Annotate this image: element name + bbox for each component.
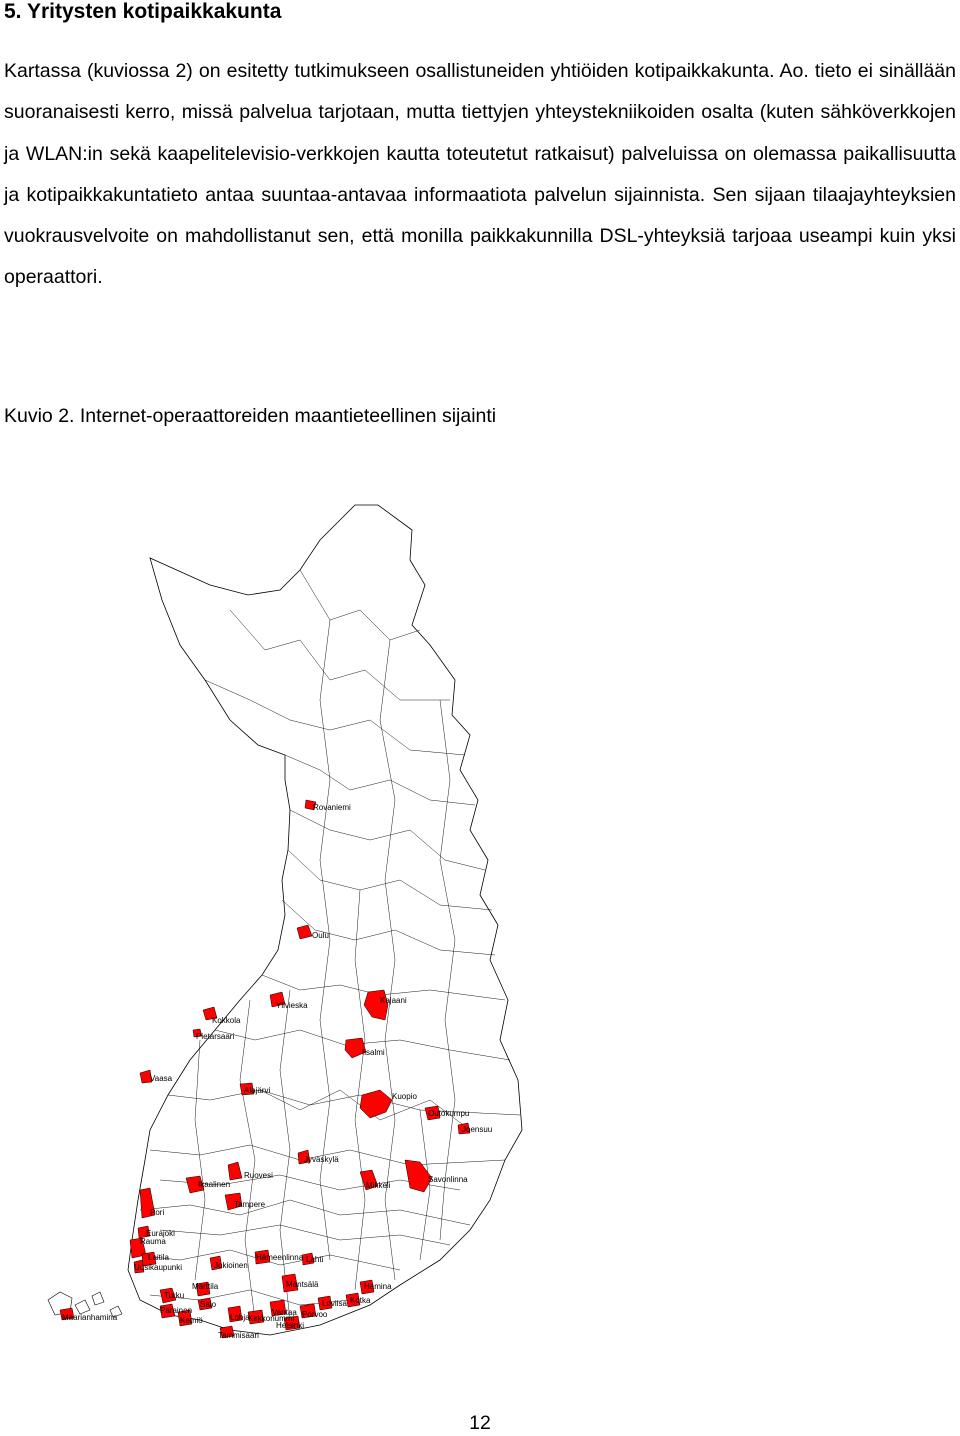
label-iisalmi: Iisalmi [362,1048,385,1057]
label-turku: Turku [164,1291,185,1300]
label-kuopio: Kuopio [392,1092,417,1101]
label-kajaani: Kajaani [380,996,407,1005]
label-laitila: Laitila [148,1253,169,1262]
label-uusikaupunki: Uusikaupunki [134,1263,183,1272]
label-kirkkonummi: Kirkkonummi [248,1314,295,1323]
label-kokkola: Kokkola [212,1016,241,1025]
label-salo: Salo [200,1300,217,1309]
label-joensuu: Joensuu [462,1125,493,1134]
label-lahti: Lahti [306,1255,324,1264]
label-eurajoki: Eurajoki [146,1229,175,1238]
finland-municipality-map [40,500,530,1360]
label-jyvaskyla: Jyväskylä [304,1155,339,1164]
label-rauma: Rauma [140,1237,166,1246]
label-pori: Pori [150,1208,165,1217]
label-ruovesi: Ruovesi [244,1171,273,1180]
section-heading: 5. Yritysten kotipaikkakunta [4,0,282,23]
label-loviisa: Loviisa [322,1299,347,1308]
label-mantsala: Mäntsälä [286,1280,319,1289]
label-ylivieska: Ylivieska [276,1001,308,1010]
label-lohja: Lohja [230,1313,250,1322]
label-ikaalinen: Ikaalinen [198,1180,231,1189]
label-marttila: Marttila [192,1282,219,1291]
label-mikkeli: Mikkeli [366,1181,391,1190]
label-tampere: Tampere [234,1200,266,1209]
page-number: 12 [469,1412,491,1434]
label-parainen: Parainen [160,1306,193,1315]
label-porvoo: Porvoo [302,1310,328,1319]
body-paragraph: Kartassa (kuviossa 2) on esitetty tutkimukseen osallistuneiden yhtiöiden kotipaikkakunta. Ao. tieto ei sinällään suoranaisesti kerro, missä palvelua tarjotaan, mutta tiettyjen yhteystekniikoiden osalta (kuten sähköverkkojen ja WLAN:in sekä kaapelitelevisio-verkkojen kautta toteutetut ratkaisut) palveluissa on olemassa paikallisuutta ja kotipaikkakuntatieto antaa suuntaa-antavaa informaatiota palvelun sijainnista. Sen sijaan tilaajayhteyksien vuokrausvelvoite on mahdollistanut sen, että monilla paikkakunnilla DSL-yhteyksiä tarjoaa useampi kuin yksi operaattori. [4,60,956,289]
label-alajarvi: Alajärvi [244,1086,271,1095]
label-hamina: Hamina [364,1282,392,1291]
label-jokioinen: Jokioinen [214,1261,248,1270]
label-kemio: Kemiö [180,1316,203,1325]
label-helsinki: Helsinki [276,1321,305,1330]
label-maarianhamina: Maarianhamina [62,1313,118,1322]
label-vantaa: Vantaa [272,1308,297,1317]
label-oulu: Oulu [312,931,329,940]
label-kotka: Kotka [350,1296,371,1305]
label-rovaniemi: Rovaniemi [313,803,351,812]
label-outokumpu: Outokumpu [428,1109,470,1118]
figure-caption: Kuvio 2. Internet-operaattoreiden maantieteellinen sijainti [4,405,497,427]
label-savonlinna: Savonlinna [428,1175,468,1184]
label-hameenlinna: Hämeenlinna [256,1253,304,1262]
label-tammisaari: Tammisaari [218,1331,259,1340]
label-pietarsaari: Pietarsaari [196,1032,235,1041]
label-vaasa: Vaasa [150,1074,173,1083]
